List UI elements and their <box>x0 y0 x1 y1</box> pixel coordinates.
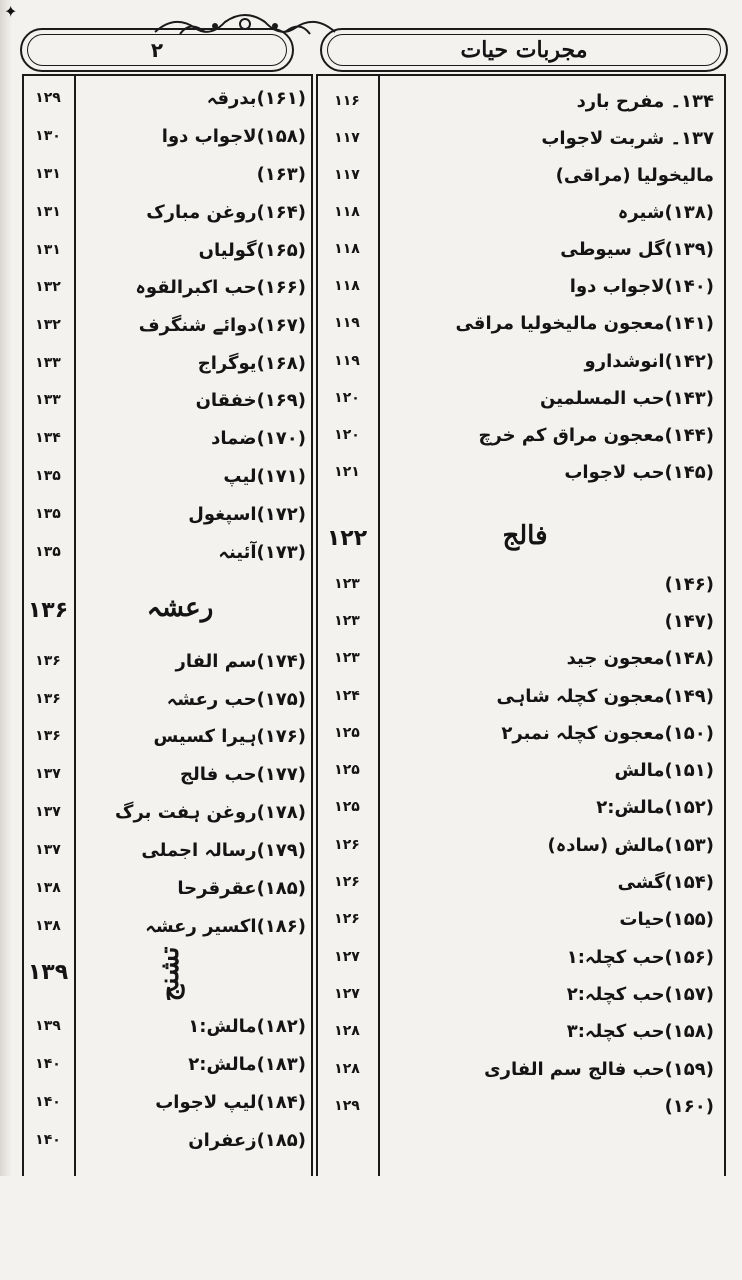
toc-page-number: ۱۱۸ <box>334 204 360 220</box>
toc-entry: (۱۵۳)مالش (سادہ) <box>547 834 714 856</box>
toc-entry: (۱۸۵)عقرقرحا <box>177 877 306 899</box>
toc-entry: (۱۶۶)حب اکبرالقوہ <box>135 276 306 298</box>
page-bottom-margin <box>0 1176 742 1280</box>
toc-entry: (۱۴۶) <box>664 573 714 595</box>
toc-page-number: ۱۳۲ <box>35 279 61 295</box>
section-heading: فالج <box>502 521 548 551</box>
toc-page-number: ۱۱۸ <box>334 241 360 257</box>
toc-entry: (۱۵۸)لاجواب دوا <box>161 125 306 147</box>
running-title: مجربات حیات <box>460 37 588 63</box>
toc-entry: (۱۳۹)گل سیوطی <box>560 238 714 260</box>
toc-page-number: ۱۱۶ <box>334 93 360 109</box>
page-edge <box>0 0 12 1280</box>
toc-page-number: ۱۲۶ <box>334 911 360 927</box>
toc-page-number: ۱۲۱ <box>334 464 360 480</box>
pin-icon: ✦ <box>4 2 18 21</box>
toc-page-number: ۱۳۳ <box>35 392 61 408</box>
page-header <box>20 10 728 72</box>
toc-entry: (۱۵۵)حیات <box>619 908 714 930</box>
toc-entry: (۱۶۵)گولیاں <box>198 239 306 261</box>
toc-entry: (۱۴۲)انوشدارو <box>584 350 714 372</box>
toc-page-number: ۱۳۲ <box>35 317 61 333</box>
toc-entry: (۱۶۳) <box>256 163 306 185</box>
toc-entry: (۱۶۷)دوائے شنگرف <box>138 314 306 336</box>
toc-page-number: ۱۴۰ <box>35 1094 61 1110</box>
toc-entry: (۱۴۱)معجون مالیخولیا مراقی <box>455 312 714 334</box>
toc-entry: (۱۷۲)اسپغول <box>188 503 306 525</box>
toc-page-number: ۱۳۶ <box>35 653 61 669</box>
toc-page-number: ۱۲۷ <box>334 949 360 965</box>
toc-entry: (۱۵۰)معجون کچلہ نمبر۲ <box>501 722 714 744</box>
toc-page-number: ۱۳۰ <box>35 128 61 144</box>
toc-entry: (۱۷۵)حب رعشہ <box>166 688 306 710</box>
toc-entry: (۱۵۷)حب کچلہ:۲ <box>566 983 714 1005</box>
toc-page-number: ۱۲۶ <box>334 837 360 853</box>
toc-page-number: ۱۳۵ <box>35 544 61 560</box>
toc-page-number: ۱۲۳ <box>334 613 360 629</box>
toc-page-number: ۱۳۶ <box>35 728 61 744</box>
toc-page-number: ۱۳۷ <box>35 804 61 820</box>
toc-page-number: ۱۳۵ <box>35 506 61 522</box>
toc-entry: (۱۵۶)حب کچلہ:۱ <box>566 946 714 968</box>
toc-entry: (۱۵۹)حب فالج سم الفاری <box>484 1058 714 1080</box>
toc-entry: مالیخولیا (مراقی) <box>555 164 714 186</box>
toc-entry: (۱۸۳)مالش:۲ <box>188 1053 306 1075</box>
toc-entry: (۱۷۷)حب فالج <box>180 763 306 785</box>
toc-page-number: ۱۳۶ <box>35 691 61 707</box>
toc-entry: (۱۷۶)ہیرا کسیس <box>153 725 306 747</box>
toc-entry: ۱۳۷۔ شربت لاجواب <box>541 127 714 149</box>
toc-page-number: ۱۲۰ <box>334 427 360 443</box>
toc-entry: (۱۵۴)گشی <box>617 871 714 893</box>
toc-entry: (۱۳۸)شیرہ <box>617 201 714 223</box>
toc-page-number: ۱۳۴ <box>35 430 61 446</box>
section-heading: رعشہ <box>146 593 214 623</box>
toc-page-number: ۱۳۷ <box>35 842 61 858</box>
toc-entry: (۱۶۸)یوگراج <box>197 352 306 374</box>
toc-entry: (۱۶۴)روغن مبارک <box>146 201 306 223</box>
toc-page-number: ۱۳۷ <box>35 766 61 782</box>
toc-entry: (۱۸۲)مالش:۱ <box>188 1015 306 1037</box>
toc-entry: (۱۴۹)معجون کچلہ شاہی <box>496 685 714 707</box>
section-heading: تشنج <box>155 946 185 1002</box>
toc-page-number: ۱۱۷ <box>334 167 360 183</box>
toc-page-number: ۱۱۹ <box>334 353 360 369</box>
toc-entry: (۱۴۸)معجون جید <box>566 647 714 669</box>
toc-page-number: ۱۲۸ <box>334 1023 360 1039</box>
toc-entry: (۱۷۹)رسالہ اجملی <box>141 839 306 861</box>
toc-page-number: ۱۲۳ <box>334 650 360 666</box>
section-page-number: ۱۲۲ <box>326 525 368 551</box>
toc-entry: (۱۸۵)زعفران <box>188 1129 306 1151</box>
toc-page-number: ۱۳۱ <box>35 166 61 182</box>
toc-entry: (۱۶۰) <box>664 1095 714 1117</box>
toc-entry: (۱۴۵)حب لاجواب <box>564 461 714 483</box>
toc-entry: (۱۶۱)بدرقہ <box>206 87 306 109</box>
toc-page-number: ۱۳۱ <box>35 204 61 220</box>
toc-page-number: ۱۲۵ <box>334 799 360 815</box>
toc-entry: (۱۷۱)لیپ <box>223 465 306 487</box>
toc-page-number: ۱۳۱ <box>35 242 61 258</box>
section-page-number: ۱۳۶ <box>27 597 69 623</box>
toc-page-number: ۱۳۳ <box>35 355 61 371</box>
toc-page-number: ۱۱۹ <box>334 315 360 331</box>
toc-page-number: ۱۲۴ <box>334 688 360 704</box>
toc-page-number: ۱۲۹ <box>35 90 61 106</box>
toc-page-number: ۱۲۹ <box>334 1098 360 1114</box>
toc-entry: (۱۶۹)خفقان <box>195 389 306 411</box>
toc-entry: (۱۵۸)حب کچلہ:۳ <box>566 1020 714 1042</box>
toc-entry: (۱۷۰)ضماد <box>211 427 306 449</box>
toc-page-number: ۱۲۵ <box>334 762 360 778</box>
toc-entry: ۱۳۴۔ مفرح بارد <box>576 90 714 112</box>
page-number: ۲ <box>150 38 164 62</box>
toc-page-number: ۱۲۵ <box>334 725 360 741</box>
toc-entry: (۱۵۲)مالش:۲ <box>596 796 714 818</box>
toc-page-number: ۱۳۸ <box>35 880 61 896</box>
section-page-number: ۱۳۹ <box>27 959 69 985</box>
toc-entry: (۱۴۳)حب المسلمین <box>540 387 714 409</box>
toc-entry: (۱۷۳)آئینہ <box>218 541 306 563</box>
toc-page-number: ۱۲۸ <box>334 1061 360 1077</box>
toc-entry: (۱۷۴)سم الفار <box>175 650 306 672</box>
toc-page-number: ۱۱۸ <box>334 278 360 294</box>
toc-page-number: ۱۲۷ <box>334 986 360 1002</box>
toc-page-number: ۱۲۰ <box>334 390 360 406</box>
toc-entry: (۱۷۸)روغن ہفت برگ <box>115 801 306 823</box>
toc-page-number: ۱۲۳ <box>334 576 360 592</box>
toc-page-number: ۱۳۸ <box>35 918 61 934</box>
toc-entry: (۱۵۱)مالش <box>614 759 714 781</box>
toc-entry: (۱۴۷) <box>664 610 714 632</box>
toc-page-number: ۱۱۷ <box>334 130 360 146</box>
toc-entry: (۱۸۴)لیپ لاجواب <box>155 1091 306 1113</box>
toc-entry: (۱۸۶)اکسیر رعشہ <box>145 915 306 937</box>
toc-entry: (۱۴۰)لاجواب دوا <box>569 275 714 297</box>
toc-page-number: ۱۴۰ <box>35 1132 61 1148</box>
toc-page-number: ۱۴۰ <box>35 1056 61 1072</box>
toc-entry: (۱۴۴)معجون مراق کم خرچ <box>478 424 714 446</box>
toc-page-number: ۱۳۹ <box>35 1018 61 1034</box>
toc-page-number: ۱۳۵ <box>35 468 61 484</box>
toc-page-number: ۱۲۶ <box>334 874 360 890</box>
page-number-cartouche <box>20 28 294 72</box>
title-cartouche <box>320 28 728 72</box>
